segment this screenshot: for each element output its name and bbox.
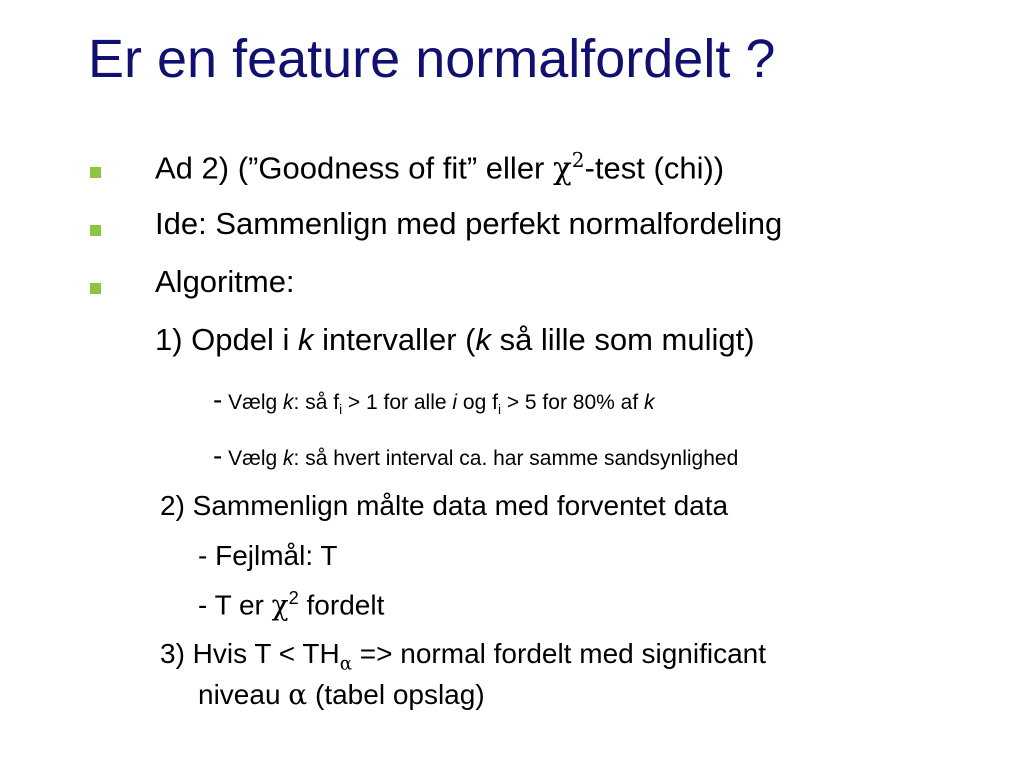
alpha-symbol: α (339, 653, 353, 675)
k-variable: k (298, 322, 314, 357)
bullet-text-end: -test (chi)) (584, 150, 725, 186)
step-2b-text-end: fordelt (298, 589, 385, 621)
i-variable: i (452, 391, 458, 414)
bullet-marker (90, 283, 101, 294)
dash: - (213, 440, 223, 471)
slide-title: Er en feature normalfordelt ? (88, 29, 776, 89)
sub-text: : så hvert interval ca. har samme sandsynlighed (293, 447, 739, 470)
step-1-sub-1 (213, 384, 655, 417)
bullet-text: Ad 2) (”Goodness of fit” eller (155, 150, 553, 186)
subscript: i (497, 402, 501, 418)
step-1-text-end: så lille som muligt) (490, 322, 755, 357)
sub-text: Vælg (222, 447, 284, 470)
step-1 (155, 322, 755, 358)
step-1-text: 1) Opdel i (155, 322, 299, 357)
bullet-marker (90, 225, 101, 236)
sub-text: > 5 for 80% af (500, 391, 644, 414)
alpha-symbol: α (288, 678, 308, 711)
k-variable: k (475, 322, 491, 357)
step-1-text-mid: intervaller ( (313, 322, 476, 357)
step-2-distribution (198, 588, 384, 621)
bullet-idea: Ide: Sammenlign med perfekt normalfordeling (155, 206, 783, 241)
step-1-sub-2 (213, 440, 738, 472)
step-3 (160, 638, 766, 675)
step-2: 2) Sammenlign målte data med forventet data (160, 490, 729, 521)
k-variable: k (283, 447, 294, 470)
step-3-text-end: => normal fordelt med significant (352, 638, 766, 669)
sub-text: Vælg (222, 391, 284, 414)
chi-symbol: χ (553, 150, 572, 187)
superscript: 2 (288, 588, 299, 608)
k-variable: k (283, 391, 294, 414)
step-3-line-2 (198, 678, 485, 711)
bullet-chi-test (155, 148, 724, 186)
step-3-line2-text-end: (tabel opslag) (307, 679, 485, 710)
bullet-marker (90, 167, 101, 178)
chi-symbol: χ (271, 588, 289, 622)
superscript: 2 (571, 148, 585, 172)
bullet-algorithm: Algoritme: (155, 264, 295, 299)
step-2-error: - Fejlmål: T (198, 540, 338, 571)
step-3-line2-text: niveau (198, 679, 289, 710)
k-variable: k (644, 391, 655, 414)
step-3-text: 3) Hvis T < TH (160, 638, 340, 669)
dash: - (213, 384, 223, 415)
subscript: i (339, 402, 343, 418)
sub-text: : så f (293, 391, 340, 414)
sub-text: > 1 for alle (342, 391, 453, 414)
step-2b-text: - T er (198, 589, 272, 621)
sub-text: og f (457, 391, 498, 414)
